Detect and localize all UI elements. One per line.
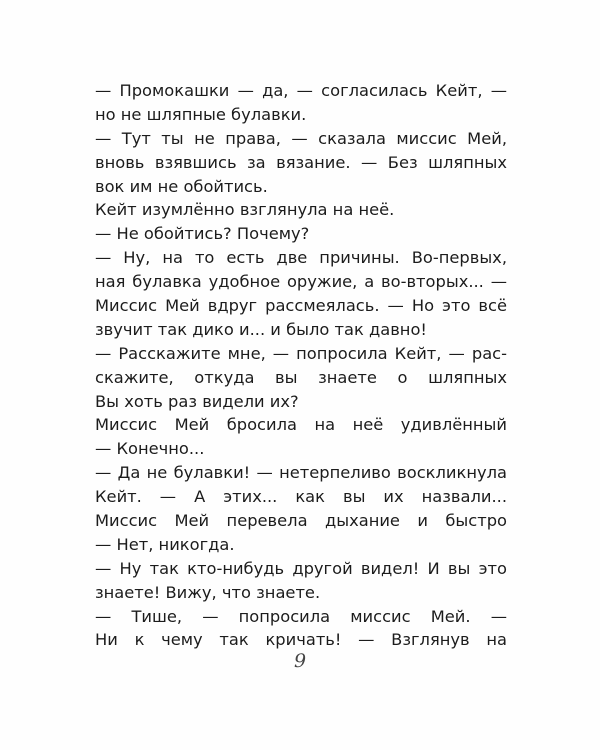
text-line: вновь взявшись за вязание. — Без шляпных (95, 152, 507, 172)
text-line: — Да не булавки! — нетерпеливо воскликнула (95, 463, 507, 483)
text-line: Миссис Мей перевела дыхание и быстро (95, 511, 507, 531)
text-line: — Нет, никогда. (95, 534, 235, 554)
text-line: ная булавка удобное оружие, а во-вторых... — (95, 272, 507, 292)
page-number: 9 (293, 650, 307, 672)
text-line: звучит так дико и... и было так давно! (95, 319, 427, 339)
text-line: — Ну, на то есть две причины. Во-первых, (95, 248, 507, 268)
text-line: — Конечно... (95, 439, 205, 459)
text-line: — Не обойтись? Почему? (95, 224, 310, 244)
text-line: вок им не обойтись. (95, 176, 268, 196)
text-line: Кейт изумлённо взглянула на неё. (95, 200, 395, 220)
body-text (95, 79, 507, 652)
text-line: — Расскажите мне, — попросила Кейт, — рас- (95, 343, 507, 363)
text-line: Миссис Мей бросила на неё удивлённый (95, 415, 507, 435)
text-line: — Тут ты не права, — сказала миссис Мей, (95, 128, 507, 148)
text-line: — Ну так кто-нибудь другой видел! И вы это (95, 558, 507, 578)
text-line: — Тише, — попросила миссис Мей. — (95, 606, 507, 626)
text-line: знаете! Вижу, что знаете. (95, 582, 321, 602)
text-line: — Промокашки — да, — согласилась Кейт, — (95, 81, 507, 100)
text-line: Миссис Мей вдруг рассмеялась. — Но это всё (95, 296, 507, 316)
text-line: Ни к чему так кричать! — Взглянув на (95, 630, 507, 650)
text-line: но не шляпные булавки. (95, 104, 307, 124)
text-line: скажите, откуда вы знаете о шляпных (95, 367, 507, 387)
text-line: Кейт. — А этих... как вы их назвали... (95, 487, 507, 507)
text-line: Вы хоть раз видели их? (95, 391, 299, 411)
